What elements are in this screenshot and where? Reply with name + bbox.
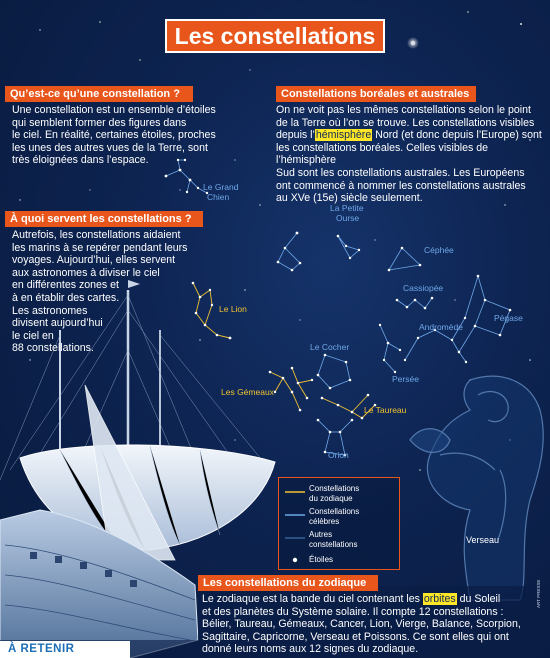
text-fragment: Le zodiaque est la bande du ciel contenant les bbox=[202, 593, 423, 605]
text-line: et des planètes du Système solaire. Il compte 12 constellations : bbox=[202, 605, 504, 618]
text-line: ont commencé à nommer les constellations australes bbox=[276, 179, 526, 192]
label-pegase: Pégase bbox=[494, 313, 523, 323]
legend-label: Étoiles bbox=[309, 555, 334, 564]
legend-item-other bbox=[285, 530, 397, 550]
section-body-boreal bbox=[276, 104, 546, 205]
label-andromede: Andromède bbox=[419, 322, 463, 332]
text-line bbox=[276, 129, 546, 142]
label-taureau: Le Taureau bbox=[364, 405, 407, 415]
famous-line-icon bbox=[285, 510, 305, 520]
text-line: voyages. Aujourd’hui, elles servent bbox=[12, 254, 176, 267]
label-line: Ourse bbox=[336, 213, 360, 223]
section-body-zodiac bbox=[202, 593, 548, 656]
section-heading-what: Qu’est-ce qu’une constellation ? bbox=[5, 86, 193, 102]
text-line: au XVe (15e) siècle seulement. bbox=[276, 192, 423, 205]
section-heading-zodiac: Les constellations du zodiaque bbox=[198, 575, 378, 591]
text-fragment: depuis l’ bbox=[276, 129, 315, 142]
a-retenir-tab[interactable]: À RETENIR bbox=[0, 641, 130, 658]
text-line: Bélier, Taureau, Gémeaux, Cancer, Lion, Vierge, Balance, Scorpion, bbox=[202, 618, 521, 631]
text-line: Autrefois, les constellations aidaient bbox=[12, 229, 181, 241]
legend-label bbox=[309, 507, 401, 526]
label-lion: Le Lion bbox=[219, 304, 247, 314]
text-fragment: du Soleil bbox=[456, 593, 501, 605]
credit-text: ART PRESSE bbox=[536, 579, 541, 608]
text-line: divisent aujourd’hui bbox=[12, 317, 103, 330]
legend-item-famous bbox=[285, 507, 397, 527]
constellation-cocher bbox=[318, 355, 350, 388]
text-line: le ciel en bbox=[12, 329, 54, 342]
map-legend bbox=[278, 477, 400, 570]
section-heading-use: À quoi servent les constellations ? bbox=[5, 211, 203, 227]
legend-label bbox=[309, 484, 401, 503]
text-line: aux astronomes à diviser le ciel bbox=[12, 266, 160, 279]
text-line: le ciel. En réalité, certaines étoiles, proches bbox=[12, 129, 216, 142]
text-line: les marins à se repérer pendant leurs bbox=[12, 241, 188, 254]
zodiac-line-icon bbox=[285, 487, 305, 497]
legend-item-stars bbox=[285, 555, 397, 566]
section-body-what bbox=[12, 104, 242, 167]
label-gemeaux: Les Gémeaux bbox=[221, 387, 274, 397]
label-line: La Petite bbox=[330, 203, 364, 213]
text-line: Sud sont les constellations australes. Les Européens bbox=[276, 166, 525, 179]
other-line-icon bbox=[285, 533, 305, 543]
text-line: en différentes zones et bbox=[12, 279, 119, 292]
legend-line: constellations bbox=[309, 539, 358, 549]
constellation-persee bbox=[380, 325, 400, 372]
label-cassiopee: Cassiopée bbox=[403, 283, 444, 293]
constellation-cephee bbox=[389, 248, 420, 270]
text-line: les unes des autres vues de la Terre, sont bbox=[12, 141, 208, 154]
label-line: Le Grand bbox=[203, 182, 239, 192]
text-line: 88 constellations. bbox=[12, 342, 94, 355]
text-line: Les astronomes bbox=[12, 304, 88, 317]
legend-line: Autres bbox=[309, 530, 333, 539]
label-line: Chien bbox=[207, 192, 230, 202]
highlight-term-orbites[interactable]: orbites bbox=[423, 593, 456, 605]
legend-item-zodiac bbox=[285, 484, 397, 504]
text-line: Une constellation est un ensemble d’étoiles bbox=[12, 104, 216, 116]
text-line: donné leurs noms aux 12 signes du zodiaque. bbox=[202, 643, 419, 656]
label-cocher: Le Cocher bbox=[310, 342, 350, 352]
verseau-figure bbox=[410, 376, 543, 600]
text-line: de la Terre où l’on se trouve. Les constellations visibles bbox=[276, 116, 535, 129]
label-petite-ourse bbox=[330, 203, 364, 223]
page-title: Les constellations bbox=[165, 19, 385, 53]
highlight-term-hemisphere[interactable]: hémisphère bbox=[315, 129, 372, 142]
constellation-gemeaux bbox=[270, 368, 312, 410]
label-orion: Orion bbox=[328, 450, 349, 460]
section-body-use bbox=[12, 229, 212, 355]
text-line: qui semblent former des figures dans bbox=[12, 116, 187, 129]
text-line: très éloignées dans l’espace. bbox=[12, 154, 149, 167]
label-verseau: Verseau bbox=[466, 535, 500, 545]
star-dot-icon bbox=[285, 555, 305, 565]
label-grand-chien bbox=[203, 182, 238, 202]
legend-line: célèbres bbox=[309, 516, 340, 526]
legend-label bbox=[309, 530, 401, 549]
text-line: On ne voit pas les mêmes constellations selon le point bbox=[276, 104, 531, 116]
legend-line: du zodiaque bbox=[309, 493, 353, 503]
text-fragment: Nord (et donc depuis l’Europe) sont bbox=[372, 129, 542, 142]
text-line: à en établir des cartes. bbox=[12, 291, 120, 304]
text-line: Sagittaire, Capricorne, Verseau et Poissons. Ce sont elles qui ont bbox=[202, 630, 509, 643]
legend-line: Constellations bbox=[309, 507, 360, 516]
label-cephee: Céphée bbox=[424, 245, 454, 255]
constellation-petite-ourse bbox=[278, 233, 359, 270]
legend-line: Constellations bbox=[309, 484, 360, 493]
section-heading-boreal: Constellations boréales et australes bbox=[276, 86, 476, 102]
text-line: les constellations boréales. Celles visibles de l’hémisphère bbox=[276, 141, 488, 167]
text-line bbox=[202, 593, 548, 606]
label-persee: Persée bbox=[392, 374, 419, 384]
